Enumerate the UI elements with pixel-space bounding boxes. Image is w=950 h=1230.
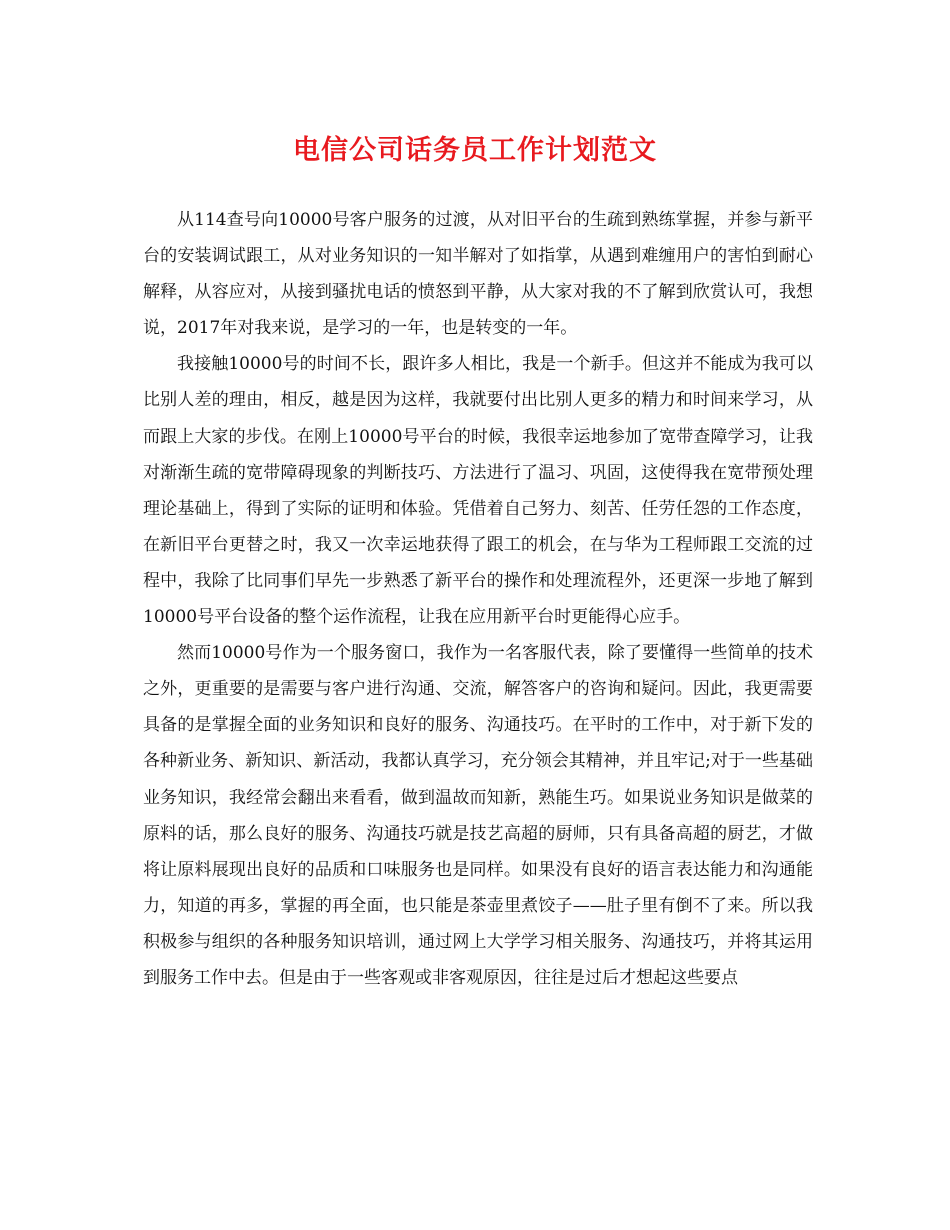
paragraph-1: 从114查号向10000号客户服务的过渡，从对旧平台的生疏到熟练掌握，并参与新平台的安装调试跟工，从对业务知识的一知半解对了如指掌，从遇到难缠用户的害怕到耐心解释，从容应对，从接到骚扰电话的愤怒到平静，从大家对我的不了解到欣赏认可，我想说，2017年对我来说，是学习的一年，也是转变的一年。	[143, 210, 813, 339]
document-body	[143, 202, 813, 996]
paragraph-2: 我接触10000号的时间不长，跟许多人相比，我是一个新手。但这并不能成为我可以比别人差的理由，相反，越是因为这样，我就要付出比别人更多的精力和时间来学习，从而跟上大家的步伐。在刚上10000号平台的时候，我很幸运地参加了宽带查障学习，让我对渐渐生疏的宽带障碍现象的判断技巧、方法进行了温习、巩固，这使得我在宽带预处理理论基础上，得到了实际的证明和体验。凭借着自己努力、刻苦、任劳任怨的工作态度，在新旧平台更替之时，我又一次幸运地获得了跟工的机会，在与华为工程师跟工交流的过程中，我除了比同事们早先一步熟悉了新平台的操作和处理流程外，还更深一步地了解到10000号平台设备的整个运作流程，让我在应用新平台时更能得心应手。	[143, 354, 813, 628]
paragraph-3: 然而10000号作为一个服务窗口，我作为一名客服代表，除了要懂得一些简单的技术之外，更重要的是需要与客户进行沟通、交流，解答客户的咨询和疑问。因此，我更需要具备的是掌握全面的业务知识和良好的服务、沟通技巧。在平时的工作中，对于新下发的各种新业务、新知识、新活动，我都认真学习，充分领会其精神，并且牢记;对于一些基础业务知识，我经常会翻出来看看，做到温故而知新，熟能生巧。如果说业务知识是做菜的原料的话，那么良好的服务、沟通技巧就是技艺高超的厨师，只有具备高超的厨艺，才做将让原料展现出良好的品质和口味服务也是同样。如果没有良好的语言表达能力和沟通能力，知道的再多，掌握的再全面，也只能是茶壶里煮饺子——肚子里有倒不了来。所以我积极参与组织的各种服务知识培训，通过网上大学学习相关服务、沟通技巧，并将其运用到服务工作中去。但是由于一些客观或非客观原因，往往是过后才想起这些要点	[143, 643, 813, 988]
document-title: 电信公司话务员工作计划范文	[293, 135, 657, 166]
